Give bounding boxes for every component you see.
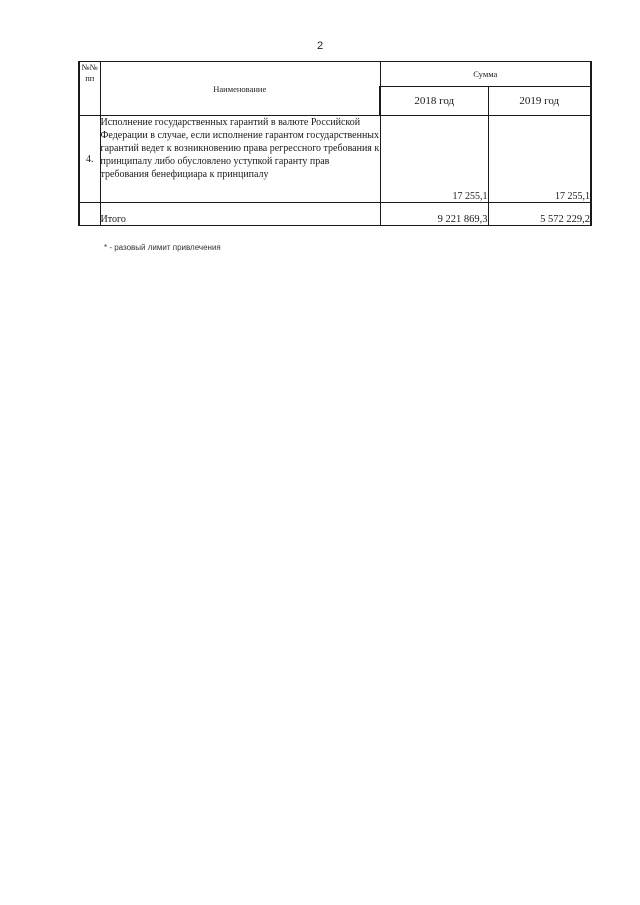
table-row <box>79 116 591 203</box>
budget-table <box>78 61 592 226</box>
footnote: * - разовый лимит привлечения <box>104 243 221 252</box>
header-number: №№ пп <box>79 62 100 116</box>
row-name: Исполнение государственных гарантий в валюте Российской Федерации в случае, если исполнение гарантом государственных гарантий ведет к возникновению права регрессного требования к принципалу либо обусловлено уступкой гаранту прав требования бенефициара к принципалу <box>100 116 380 203</box>
total-number-cell <box>79 203 100 226</box>
row-value-2019: 17 255,1 <box>488 116 591 203</box>
total-label: Итого <box>100 203 380 226</box>
header-sum: Сумма <box>380 62 591 87</box>
row-value-2018: 17 255,1 <box>380 116 488 203</box>
table-header-row <box>79 62 591 87</box>
total-value-2019: 5 572 229,2 <box>488 203 591 226</box>
header-year-2018: 2018 год <box>380 87 488 116</box>
row-number: 4. <box>79 116 100 203</box>
total-value-2018: 9 221 869,3 <box>380 203 488 226</box>
header-name: Наименование <box>100 62 380 116</box>
header-year-2019: 2019 год <box>488 87 591 116</box>
total-row <box>79 203 591 226</box>
page-number: 2 <box>316 40 324 52</box>
